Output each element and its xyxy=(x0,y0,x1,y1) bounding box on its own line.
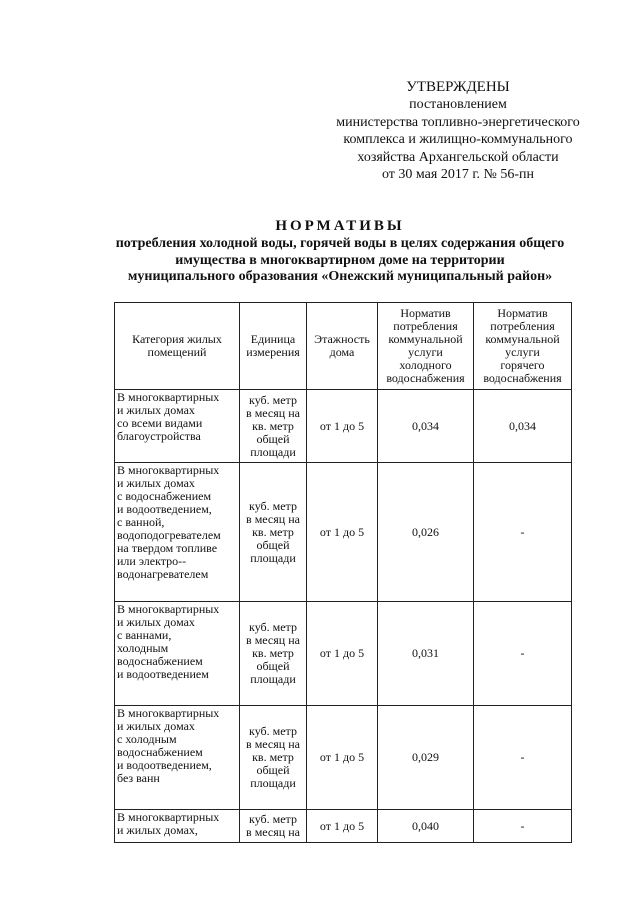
header-floors: Этажность дома xyxy=(307,303,378,390)
cell-unit: куб. метр в месяц на кв. метр общей площади xyxy=(240,390,307,463)
approval-heading: УТВЕРЖДЕНЫ xyxy=(406,79,510,95)
table-row xyxy=(115,810,572,843)
cell-unit: куб. метр в месяц на кв. метр общей площади xyxy=(240,706,307,810)
cell-hot-value: - xyxy=(474,810,572,843)
document-subtitle xyxy=(70,236,610,286)
norms-table xyxy=(114,302,572,843)
header-cold-water-norm: Норматив потребления коммунальной услуги холодного водоснабжения xyxy=(378,303,474,390)
approval-line: комплекса и жилищно-коммунального xyxy=(343,132,573,147)
cell-cold-value: 0,034 xyxy=(378,390,474,463)
table-row xyxy=(115,706,572,810)
cell-cold-value: 0,029 xyxy=(378,706,474,810)
cell-hot-value: - xyxy=(474,706,572,810)
cell-cold-value: 0,026 xyxy=(378,463,474,602)
cell-hot-value: 0,034 xyxy=(474,390,572,463)
cell-category: В многоквартирных и жилых домах с ваннами, холодным водоснабжением и водоотведением xyxy=(115,602,240,706)
document-title: НОРМАТИВЫ xyxy=(275,218,405,234)
header-hot-water-norm: Норматив потребления коммунальной услуги горячего водоснабжения xyxy=(474,303,572,390)
cell-category: В многоквартирных и жилых домах с водоснабжением и водоотведением, с ванной, водоподогревателем на твердом топливе или электро-- водонагревателем xyxy=(115,463,240,602)
cell-hot-value: - xyxy=(474,602,572,706)
approval-block xyxy=(318,78,598,184)
cell-floors: от 1 до 5 xyxy=(307,390,378,463)
cell-unit: куб. метр в месяц на xyxy=(240,810,307,843)
cell-unit: куб. метр в месяц на кв. метр общей площади xyxy=(240,602,307,706)
approval-line: хозяйства Архангельской области xyxy=(357,149,559,165)
cell-floors: от 1 до 5 xyxy=(307,602,378,706)
subtitle-line: потребления холодной воды, горячей воды в целях содержания общего xyxy=(115,236,565,251)
header-category: Категория жилых помещений xyxy=(115,303,240,390)
table-row xyxy=(115,463,572,602)
cell-unit: куб. метр в месяц на кв. метр общей площади xyxy=(240,463,307,602)
cell-category: В многоквартирных и жилых домах со всеми видами благоустройства xyxy=(115,390,240,463)
subtitle-line: имущества в многоквартирном доме на территории xyxy=(175,252,505,268)
subtitle-line: муниципального образования «Онежский муниципальный район» xyxy=(127,269,553,284)
cell-floors: от 1 до 5 xyxy=(307,706,378,810)
cell-cold-value: 0,040 xyxy=(378,810,474,843)
approval-line: постановлением xyxy=(409,97,507,112)
header-unit: Единица измерения xyxy=(240,303,307,390)
table-header-row xyxy=(115,303,572,390)
cell-hot-value: - xyxy=(474,463,572,602)
approval-line: министерства топливно-энергетического xyxy=(336,114,580,130)
table-row xyxy=(115,602,572,706)
cell-floors: от 1 до 5 xyxy=(307,810,378,843)
cell-category: В многоквартирных и жилых домах, xyxy=(115,810,240,843)
approval-line: от 30 мая 2017 г. № 56-пн xyxy=(381,167,535,182)
cell-category: В многоквартирных и жилых домах с холодным водоснабжением и водоотведением, без ванн xyxy=(115,706,240,810)
page-bottom-margin xyxy=(0,858,640,905)
table-row xyxy=(115,390,572,463)
cell-floors: от 1 до 5 xyxy=(307,463,378,602)
cell-cold-value: 0,031 xyxy=(378,602,474,706)
